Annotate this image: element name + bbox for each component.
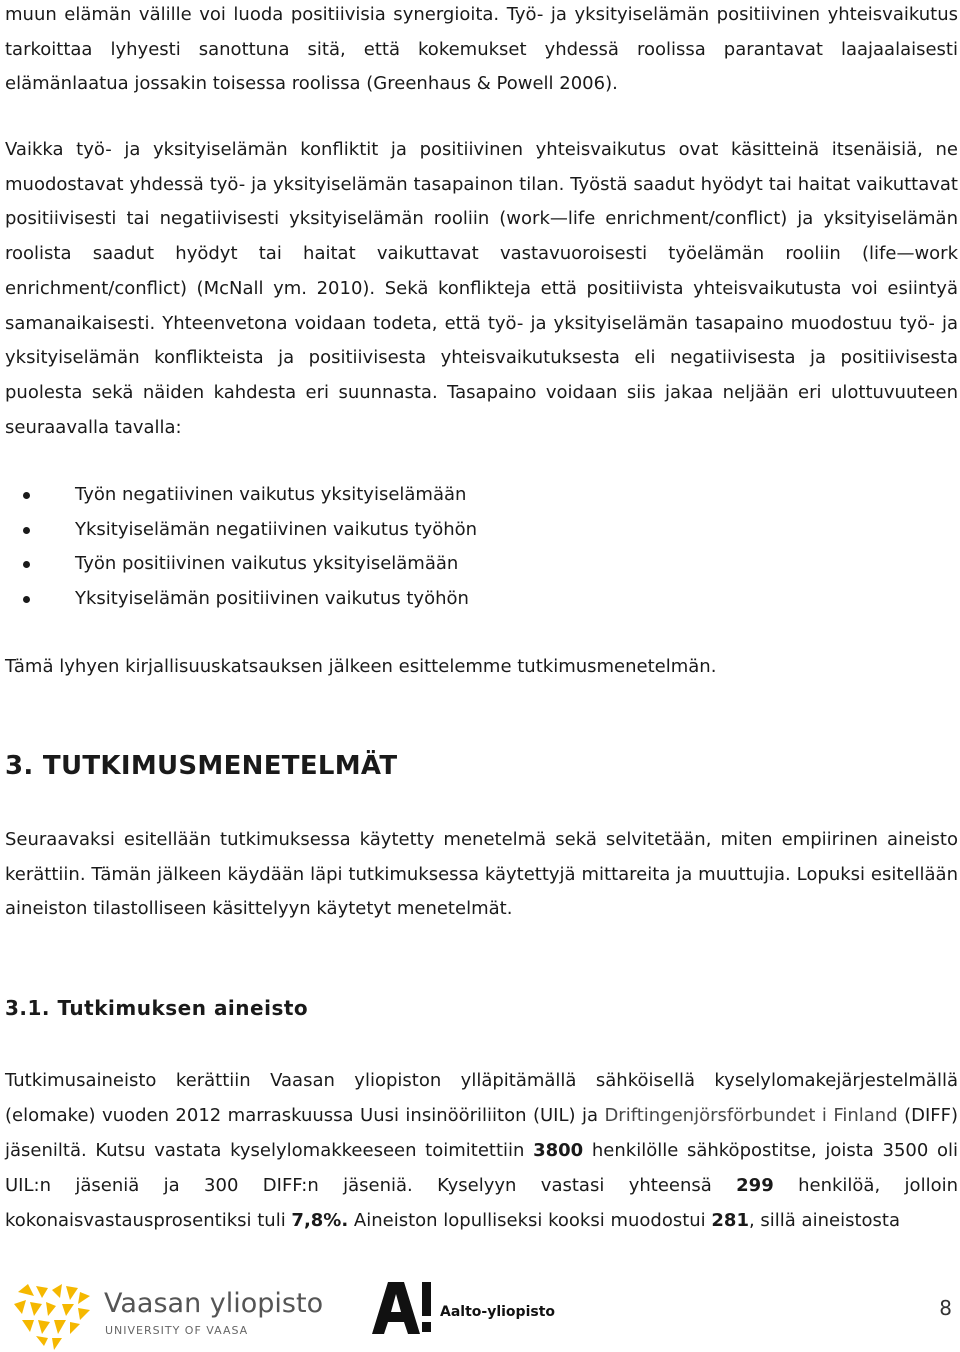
bullet-icon [23,492,30,499]
page-number: 8 [939,1296,952,1320]
list-item [5,547,477,582]
invited-count: 3800 [533,1140,584,1161]
vaasa-university-english-name: UNIVERSITY OF VAASA [105,1324,249,1337]
text-run: , sillä aineistosta [748,1210,900,1231]
list-item-text: Yksityiselämän negatiivinen vaikutus työhön [75,518,478,540]
respondent-count: 299 [736,1175,774,1196]
paragraph-method-intro: Seuraavaksi esitellään tutkimuksessa käytetty menetelmä sekä selvitetään, miten empiirinen aineisto kerättiin. Tämän jälkeen käydään läpi tutkimuksessa käytettyjä mittareita ja muuttujia. Lopuksi esitellään aineiston tilastolliseen käsittelyyn käytetyt menetelmät. [5,829,958,920]
list-item-text: Työn negatiivinen vaikutus yksityiselämään [75,484,467,505]
section-heading: 3. TUTKIMUSMENETELMÄT [5,751,398,781]
aalto-university-logo [372,1282,572,1332]
list-item-text: Työn positiivinen vaikutus yksityiselämään [75,553,459,575]
bullet-icon [23,561,30,568]
response-rate: 7,8%. [291,1210,349,1231]
text-run: (DIFF) jäseniltä. Kutsu vastata kyselylomakkeeseen toimitettiin [5,1105,958,1161]
paragraph-work-life-balance: Vaikka työ- ja yksityiselämän konfliktit ja positiivinen yhteisvaikutus ovat käsitteinä itsenäisiä, ne muodostavat yhdessä työ- ja yksityiselämän tasapainon tilan. Työstä saadut hyödyt tai haitat vaikuttavat positiivisesti tai negatiivisesti yksityiselämän rooliin (work—life enrichment/conflict) ja yksityiselämän roolista saadut hyödyt tai haitat vaikuttavat vastavuoroisesti työelämän rooliin (life—work enrichment/conflict) (McNall ym. 2010). Sekä konflikteja että positiivista yhteisvaikutusta voi esiintyä samanaikaisesti. Yhteenvetona voidaan todeta, että työ- ja yksityiselämän tasapaino muodostuu työ- ja yksityiselämän konflikteista ja positiivisesta yhteisvaikutuksesta eli negatiivisesta ja positiivisesta puolesta sekä näiden kahdesta eri suunnasta. Tasapaino voidaan siis jakaa neljään eri ulottuvuuteen seuraavalla tavalla: [5,139,958,438]
text-run: henkilöä, jolloin kokonaisvastausprosentiksi tuli [5,1175,958,1231]
paragraph-intro-continuation: muun elämän välille voi luoda positiivisia synergioita. Työ- ja yksityiselämän positiivinen yhteisvaikutus tarkoittaa lyhyesti sanottuna sitä, että kokemukset yhdessä roolissa parantavat laajaalaisesti elämänlaatua jossakin toisessa roolissa (Greenhaus & Powell 2006). [5,4,958,94]
vaasa-heart-logo-icon [12,1282,94,1352]
list-item-text: Yksityiselämän positiivinen vaikutus työhön [75,587,469,609]
university-of-vaasa-logo [12,1282,322,1342]
page-footer [0,1260,960,1335]
aalto-a-logo-icon [372,1282,432,1334]
bullet-icon [23,596,30,603]
text-run: Tutkimusaineisto kerättiin Vaasan yliopiston ylläpitämällä sähköisellä kyselylomakejärjestelmällä (elomake) vuoden 2012 marraskuussa Uusi insinööriliiton (UIL) ja [5,1070,958,1126]
list-item [5,478,477,513]
final-sample-size: 281 [711,1210,749,1231]
subsection-heading: 3.1. Tutkimuksen aineisto [5,996,309,1020]
text-run: henkilölle sähköpostitse, joista 3500 oli UIL:n jäseniä ja 300 DIFF:n jäseniä. Kyselyyn vastasi yhteensä [5,1140,958,1196]
vaasa-university-name: Vaasan yliopisto [104,1288,324,1319]
dimension-list [5,478,477,616]
bullet-icon [23,527,30,534]
organization-name: Driftingenjörsförbundet i Finland [604,1105,898,1126]
aalto-university-name: Aalto-yliopisto [440,1304,556,1320]
paragraph-summary: Tämä lyhyen kirjallisuuskatsauksen jälkeen esittelemme tutkimusmenetelmän. [5,656,717,677]
paragraph-data-collection [5,1063,958,1238]
text-run: Aineiston lopulliseksi kooksi muodostui [348,1210,712,1231]
list-item [5,513,477,548]
list-item [5,582,477,617]
